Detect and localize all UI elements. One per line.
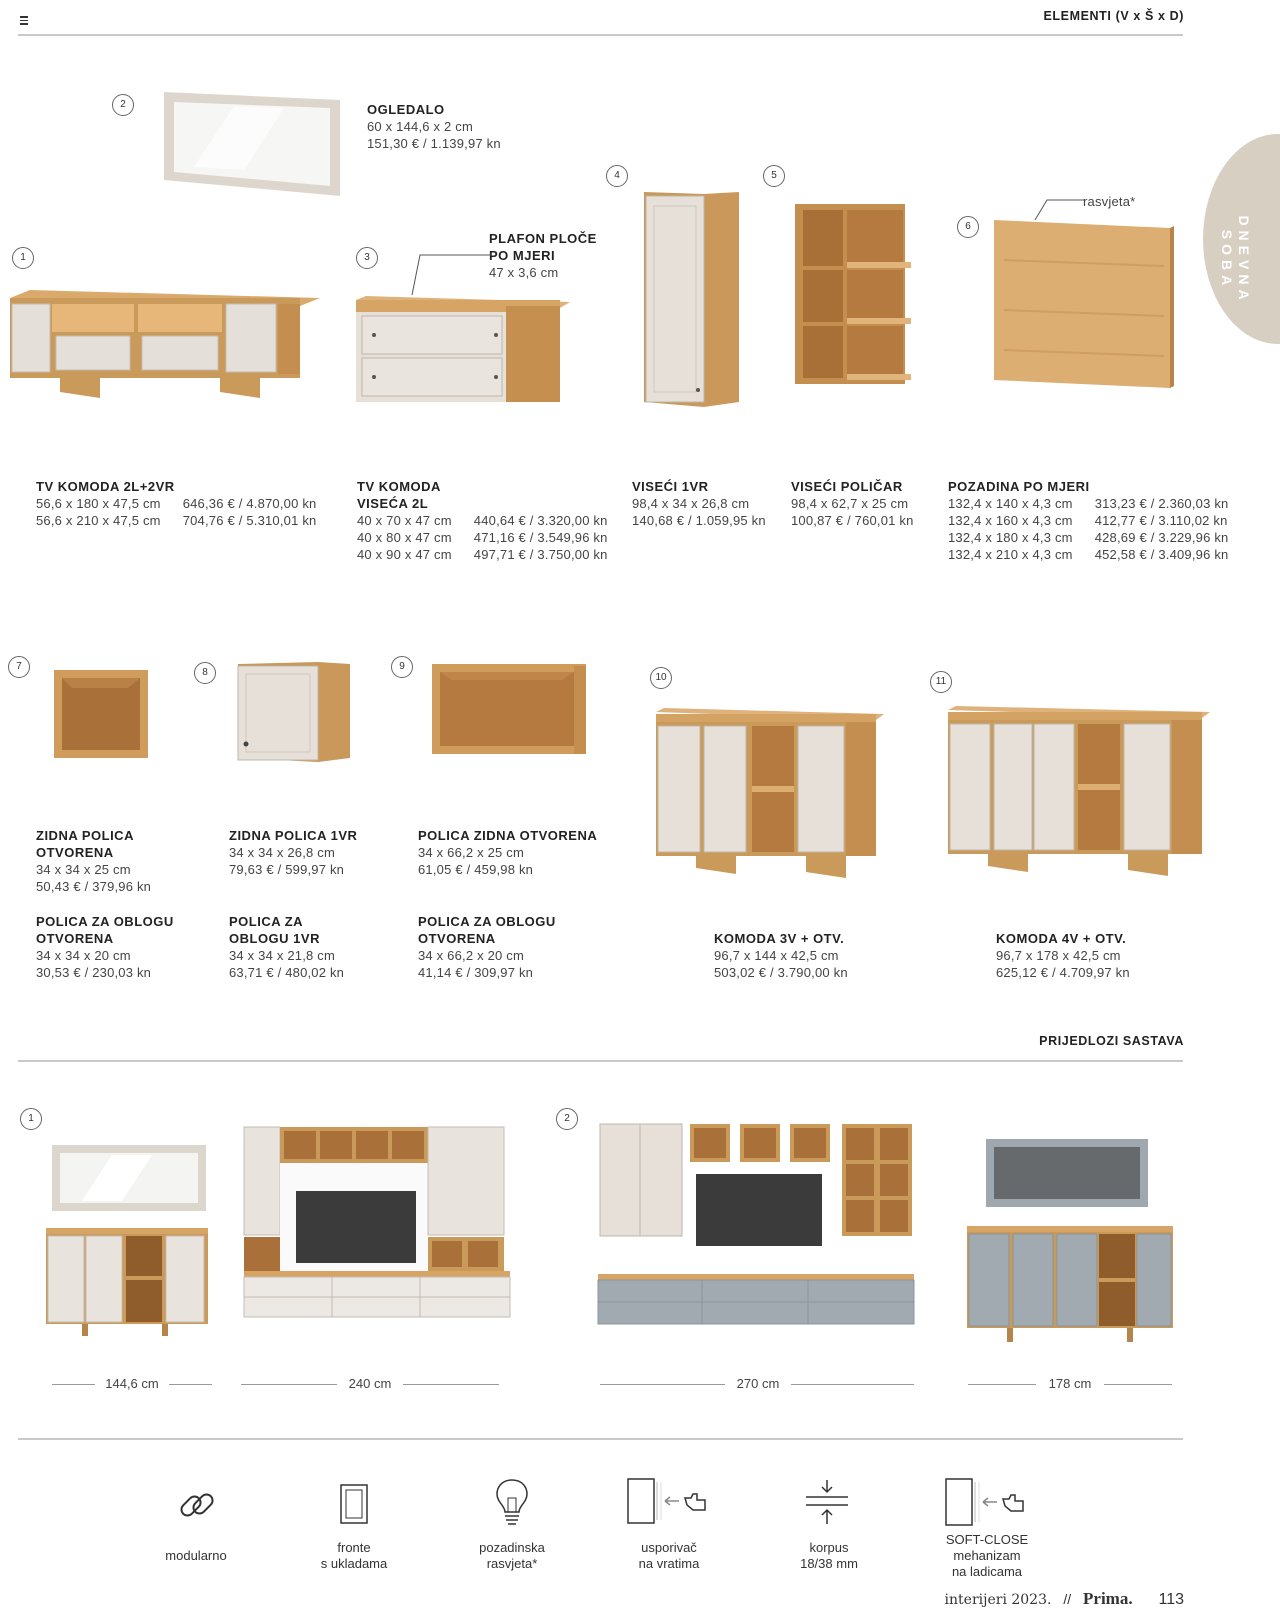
number-badge: 1 (20, 1108, 42, 1130)
variant-price: 313,23 € / 2.360,03 kn (1094, 496, 1229, 511)
footer (945, 1589, 1184, 1609)
mirror-image (164, 92, 340, 196)
soft-close-icon (945, 1478, 1035, 1526)
variant-price: 471,16 € / 3.549,96 kn (473, 530, 608, 545)
table-row (948, 529, 1228, 546)
light-callout-line (1035, 200, 1085, 222)
variant-price: 412,77 € / 3.110,02 kn (1094, 513, 1228, 528)
product-name: POLICA ZA OBLOGU OTVORENA (36, 914, 174, 946)
light-label: rasvjeta* (1083, 194, 1136, 209)
number-badge: 1 (12, 247, 34, 269)
product-price: 30,53 € / 230,03 kn (36, 965, 152, 980)
number-badge: 4 (606, 165, 628, 187)
product-name: KOMODA 4V + OTV. (996, 931, 1127, 946)
light-bulb-icon (495, 1478, 529, 1530)
table-row (948, 546, 1228, 563)
number-badge: 11 (930, 671, 952, 693)
number-badge: 3 (356, 247, 378, 269)
komoda-3v-image (656, 708, 884, 878)
mirror-name: OGLEDALO (367, 102, 445, 117)
product-price: 61,05 € / 459,98 kn (418, 862, 534, 877)
variant-dims: 40 x 70 x 47 cm (357, 513, 452, 528)
viseci-1vr-image (644, 192, 739, 407)
number-badge: 2 (112, 94, 134, 116)
menu-icon[interactable] (20, 16, 28, 25)
product-price: 50,43 € / 379,96 kn (36, 879, 152, 894)
number-badge: 6 (957, 216, 979, 238)
feature-label: fronte s ukladama (320, 1540, 388, 1571)
variant-price: 646,36 € / 4.870,00 kn (182, 496, 317, 511)
set2-komoda-image (967, 1226, 1173, 1344)
product-dims: 98,4 x 62,7 x 25 cm (791, 496, 909, 511)
feature-label: usporivač na vratima (638, 1540, 700, 1571)
zidna-polica-1vr-image (238, 662, 350, 762)
product-price: 63,71 € / 480,02 kn (229, 965, 345, 980)
product-price: 503,02 € / 3.790,00 kn (714, 965, 848, 980)
product-dims: 34 x 34 x 21,8 cm (229, 948, 336, 963)
product-tv-komoda (36, 478, 316, 529)
mirror-price: 151,30 € / 1.139,97 kn (367, 136, 501, 151)
set2-mirror-image (986, 1139, 1148, 1207)
variant-table (357, 512, 608, 563)
variant-table (36, 495, 316, 529)
product-dims: 96,7 x 178 x 42,5 cm (996, 948, 1121, 963)
product-viseci-1vr (632, 478, 766, 529)
product-name: TV KOMODA 2L+2VR (36, 479, 175, 494)
feature-label: korpus 18/38 mm (800, 1540, 858, 1571)
thickness-icon (804, 1478, 850, 1526)
viseci-policar-image (795, 204, 911, 388)
product-price: 41,14 € / 309,97 kn (418, 965, 534, 980)
product-name: ZIDNA POLICA OTVORENA (36, 828, 134, 860)
plafon-name: PLAFON PLOČE PO MJERI (489, 231, 597, 263)
variant-dims: 56,6 x 180 x 47,5 cm (36, 496, 161, 511)
variant-dims: 40 x 80 x 47 cm (357, 530, 452, 545)
footer-brand: Prima. (1083, 1589, 1133, 1608)
front-panel-icon (340, 1484, 368, 1524)
product-price: 79,63 € / 599,97 kn (229, 862, 345, 877)
product-tv-komoda-viseca (357, 478, 608, 563)
door-damper-icon (627, 1478, 713, 1524)
polica-zidna-otvorena-image (432, 664, 586, 758)
product-name: POLICA ZA OBLOGU 1VR (229, 914, 320, 946)
product-dims: 96,7 x 144 x 42,5 cm (714, 948, 839, 963)
variant-price: 428,69 € / 3.229,96 kn (1094, 530, 1229, 545)
number-badge: 9 (391, 656, 413, 678)
product-dims: 98,4 x 34 x 26,8 cm (632, 496, 750, 511)
product-polica-za-oblogu-1vr (229, 913, 344, 981)
product-name: POZADINA PO MJERI (948, 479, 1090, 494)
dimension-label: 270 cm (725, 1376, 791, 1391)
page-number: 113 (1158, 1591, 1184, 1608)
product-dims: 34 x 34 x 25 cm (36, 862, 131, 877)
komoda-4v-image (948, 706, 1210, 878)
table-row (948, 495, 1228, 512)
dimension-label: 240 cm (337, 1376, 403, 1391)
product-name: VISEĆI POLIČAR (791, 479, 903, 494)
dimension-label: 144,6 cm (95, 1376, 169, 1391)
variant-dims: 132,4 x 140 x 4,3 cm (948, 496, 1073, 511)
section-title: ELEMENTI (V x Š x D) (1043, 9, 1184, 23)
sets-title: PRIJEDLOZI SASTAVA (1039, 1034, 1184, 1048)
mirror-info (367, 101, 501, 152)
plafon-callout-line (412, 255, 492, 300)
set2-wall-unit-image (598, 1122, 914, 1328)
product-price: 100,87 € / 760,01 kn (791, 513, 914, 528)
number-badge: 5 (763, 165, 785, 187)
plafon-info (489, 230, 597, 281)
table-row (357, 529, 608, 546)
tv-komoda-viseca-image (356, 296, 570, 408)
tv-komoda-image (10, 290, 312, 402)
footer-separator: // (1063, 1591, 1072, 1607)
product-name: POLICA ZIDNA OTVORENA (418, 828, 598, 843)
table-row (357, 546, 608, 563)
product-name: ZIDNA POLICA 1VR (229, 828, 358, 843)
table-row (36, 495, 316, 512)
set1-wall-unit-image (244, 1127, 510, 1321)
product-price: 140,68 € / 1.059,95 kn (632, 513, 766, 528)
product-price: 625,12 € / 4.709,97 kn (996, 965, 1130, 980)
product-dims: 34 x 66,2 x 20 cm (418, 948, 525, 963)
sets-divider (18, 1060, 1183, 1062)
plafon-dims: 47 x 3,6 cm (489, 265, 559, 280)
header-divider (18, 34, 1183, 36)
variant-price: 452,58 € / 3.409,96 kn (1094, 547, 1229, 562)
product-dims: 34 x 34 x 20 cm (36, 948, 131, 963)
variant-dims: 40 x 90 x 47 cm (357, 547, 452, 562)
product-dims: 34 x 66,2 x 25 cm (418, 845, 525, 860)
zidna-polica-image (54, 670, 148, 758)
footer-text: interijeri 2023. (944, 1592, 1052, 1608)
set1-mirror-image (52, 1145, 206, 1211)
product-komoda-4v (996, 930, 1130, 981)
number-badge: 10 (650, 667, 672, 689)
variant-table (948, 495, 1228, 563)
number-badge: 8 (194, 662, 216, 684)
product-polica-zidna-otvorena (418, 827, 597, 878)
product-polica-za-oblogu (36, 913, 174, 981)
table-row (948, 512, 1228, 529)
product-name: VISEĆI 1VR (632, 479, 709, 494)
feature-label: pozadinska rasvjeta* (479, 1540, 545, 1571)
dimension-label: 178 cm (1036, 1376, 1104, 1391)
variant-dims: 132,4 x 160 x 4,3 cm (948, 513, 1073, 528)
product-name: KOMODA 3V + OTV. (714, 931, 845, 946)
number-badge: 2 (556, 1108, 578, 1130)
product-name: POLICA ZA OBLOGU OTVORENA (418, 914, 556, 946)
variant-price: 440,64 € / 3.320,00 kn (473, 513, 608, 528)
table-row (357, 512, 608, 529)
features-divider (18, 1438, 1183, 1440)
feature-label: SOFT-CLOSE mehanizam na ladicama (945, 1532, 1029, 1579)
product-pozadina (948, 478, 1228, 563)
pozadina-image (994, 220, 1174, 388)
product-polica-za-oblogu-otvorena (418, 913, 556, 981)
product-zidna-polica (36, 827, 151, 895)
variant-price: 704,76 € / 5.310,01 kn (182, 513, 317, 528)
variant-dims: 56,6 x 210 x 47,5 cm (36, 513, 161, 528)
side-tab-label: DNEVNA SOBA (1219, 215, 1252, 305)
mirror-dims: 60 x 144,6 x 2 cm (367, 119, 474, 134)
set1-komoda-image (46, 1228, 208, 1336)
number-badge: 7 (8, 656, 30, 678)
variant-price: 497,71 € / 3.750,00 kn (473, 547, 608, 562)
variant-dims: 132,4 x 210 x 4,3 cm (948, 547, 1073, 562)
product-zidna-polica-1vr (229, 827, 357, 878)
product-komoda-3v (714, 930, 848, 981)
product-viseci-policar (791, 478, 914, 529)
product-name: TV KOMODA VISEĆA 2L (357, 479, 441, 511)
table-row (36, 512, 316, 529)
product-dims: 34 x 34 x 26,8 cm (229, 845, 336, 860)
chain-link-icon (176, 1484, 218, 1526)
feature-label: modularno (165, 1548, 227, 1563)
variant-dims: 132,4 x 180 x 4,3 cm (948, 530, 1073, 545)
